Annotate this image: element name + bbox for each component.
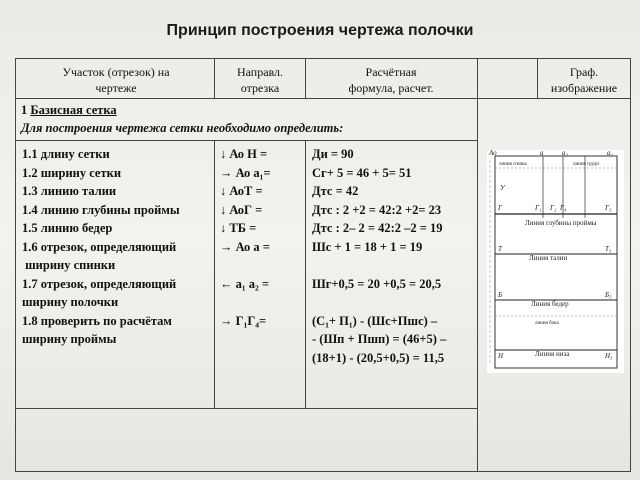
list-item: (С₁+ П₁) - (Шс+Пшс) – <box>312 313 438 328</box>
label-waist-line: Линия талии <box>529 254 568 262</box>
label-g4: Г₄ <box>560 204 567 212</box>
list-item: (18+1) - (20,5+0,5) = 11,5 <box>312 350 445 365</box>
list-item <box>312 293 446 312</box>
list-item <box>220 293 271 312</box>
list-item: ↓ АоГ = <box>220 202 263 217</box>
label-n: Н <box>498 352 504 360</box>
list-item: ширину спинки <box>22 258 116 272</box>
body-bottom-line <box>15 408 477 409</box>
header-formula-line1: Расчётная <box>365 65 417 79</box>
list-item: ↓ Ао Н = <box>220 147 268 161</box>
header-direction-line2: отрезка <box>240 81 280 95</box>
list-item: Дтс = 42 <box>312 184 359 198</box>
header-direction-line1: Направл. <box>236 65 284 79</box>
list-item: → Ао а = <box>220 239 270 254</box>
list-item: Шг+0,5 = 20 +0,5 = 20,5 <box>312 276 442 291</box>
list-item: 1.8 проверить по расчётам <box>22 313 172 328</box>
list-item: 1.4 линию глубины проймы <box>22 202 180 217</box>
label-b3: Б₃ <box>605 291 612 299</box>
header-direction <box>215 64 305 96</box>
label-a0: Ао <box>489 150 497 157</box>
label-a: а <box>540 150 544 157</box>
list-item: ширину полочки <box>22 295 119 309</box>
label-b: Б <box>498 291 503 299</box>
grid-drawing-svg <box>487 150 624 373</box>
list-item <box>220 256 271 275</box>
steps-list <box>22 145 180 349</box>
header-segment-line1: Участок (отрезок) на <box>62 65 170 79</box>
list-item: ↓ АоТ = <box>220 184 263 198</box>
list-item: ширину проймы <box>22 332 117 346</box>
grid-drawing <box>487 150 624 373</box>
list-item: ← а₁ а₂ = <box>220 276 269 291</box>
section-note: Для построения чертежа сетки необходимо определить: <box>21 121 344 135</box>
header-formula-line2: формула, расчет. <box>348 81 434 95</box>
list-item: → Ао а₁= <box>220 165 271 180</box>
note-side: линия бока <box>535 321 559 326</box>
list-item <box>312 256 446 275</box>
list-item: 1.5 линию бедер <box>22 221 113 235</box>
body-divider-3 <box>477 98 478 472</box>
header-segment <box>20 64 212 96</box>
note-chest: линия груди <box>573 162 599 167</box>
section-title <box>21 103 117 118</box>
label-hem-line: Линия низа <box>535 350 570 358</box>
header-graphic <box>538 64 630 96</box>
header-bottom-line <box>15 98 631 99</box>
list-item: Шс + 1 = 18 + 1 = 19 <box>312 239 423 254</box>
header-graphic-line2: изображение <box>550 81 618 95</box>
list-item: Дтс : 2– 2 = 42:2 –2 = 19 <box>312 221 443 235</box>
col-divider-3 <box>477 58 478 98</box>
label-g: Г <box>498 204 502 212</box>
label-y: У <box>500 184 505 192</box>
list-item: 1.2 ширину сетки <box>22 165 122 180</box>
header-segment-line2: чертеже <box>95 81 137 95</box>
label-g1: Г₁ <box>535 204 542 212</box>
header-formula <box>306 64 476 96</box>
list-item: Ди = 90 <box>312 147 354 161</box>
label-g2: Г₂ <box>550 204 557 212</box>
list-item: - (Шп + Пшп) = (46+5) – <box>312 332 447 346</box>
label-t3: Т₃ <box>605 245 612 253</box>
label-a2: а₂ <box>562 150 568 157</box>
list-item: → Г₁Г₄= <box>220 313 267 328</box>
label-t: Т <box>498 245 502 253</box>
list-item: Сг+ 5 = 46 + 5= 51 <box>312 165 412 180</box>
label-n3: Н₃ <box>605 352 613 360</box>
list-item: ↓ ТБ = <box>220 221 257 235</box>
label-hip-line: Линия бедер <box>531 300 569 308</box>
section-number: 1 <box>21 103 31 117</box>
label-g3: Г₃ <box>605 204 612 212</box>
header-graphic-line1: Граф. <box>569 65 599 79</box>
formulas-list <box>312 145 446 367</box>
body-divider-1 <box>214 140 215 408</box>
label-armhole-line: Линия глубины проймы <box>525 219 597 227</box>
directions-list <box>220 145 271 330</box>
section-title-text: Базисная сетка <box>30 103 117 117</box>
list-item: 1.3 линию талии <box>22 184 117 198</box>
list-item: 1.1 длину сетки <box>22 147 110 161</box>
list-item: 1.6 отрезок, определяющий <box>22 239 177 254</box>
list-item: Дтс : 2 +2 = 42:2 +2= 23 <box>312 202 442 217</box>
label-a1: а₁ <box>607 150 613 157</box>
body-divider-2 <box>305 140 306 408</box>
list-item: 1.7 отрезок, определяющий <box>22 276 177 291</box>
grid-outline <box>495 156 617 368</box>
note-back: линия спины <box>499 162 527 167</box>
page-title: Принцип построения чертежа полочки <box>166 22 474 39</box>
section-bottom-line <box>15 140 477 141</box>
